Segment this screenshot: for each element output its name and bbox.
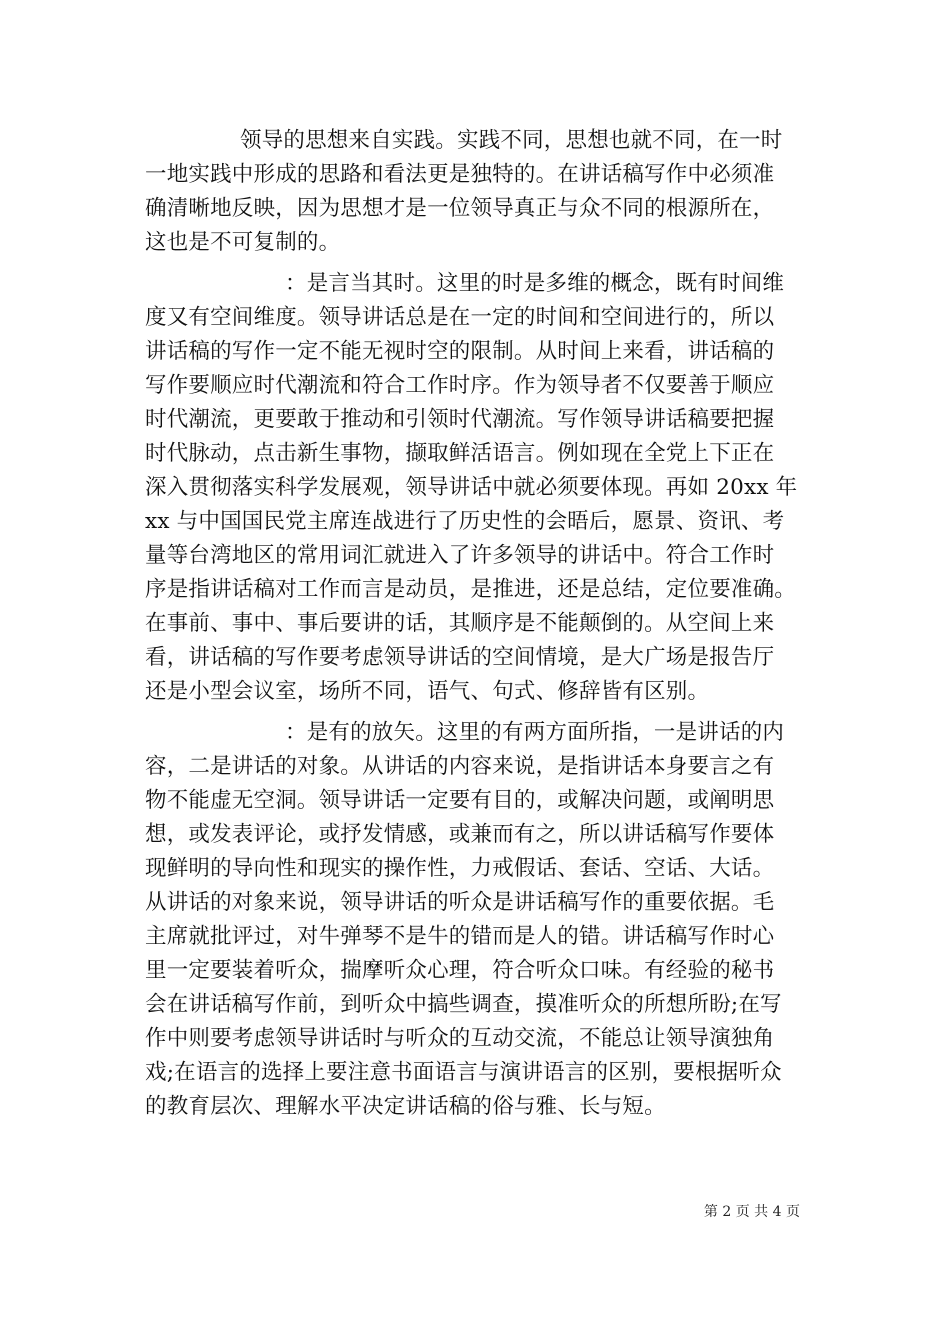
paragraph-3-line-9: 会在讲话稿写作前，到听众中搞些调查，摸准听众的所想所盼;在写	[145, 992, 782, 1017]
paragraph-2-line-5: 时代潮流，更要敢于推动和引领时代潮流。写作领导讲话稿要把握	[145, 407, 775, 432]
page-number-footer: 第 2 页 共 4 页	[703, 1204, 800, 1220]
paragraph-2-line-3: 讲话稿的写作一定不能无视时空的限制。从时间上来看，讲话稿的	[145, 339, 775, 364]
paragraph-1-line-3: 确清晰地反映，因为思想才是一位领导真正与众不同的根源所在，	[145, 196, 775, 221]
paragraph-2-line-6: 时代脉动，点击新生事物，撷取鲜活语言。例如现在全党上下正在	[145, 441, 775, 466]
paragraph-2-line-9: 量等台湾地区的常用词汇就进入了许多领导的讲话中。符合工作时	[145, 543, 775, 568]
paragraph-3-line-11: 戏;在语言的选择上要注意书面语言与演讲语言的区别，要根据听众	[145, 1060, 782, 1085]
paragraph-1-line-2: 一地实践中形成的思路和看法更是独特的。在讲话稿写作中必须准	[145, 162, 775, 187]
paragraph-2-line-11: 在事前、事中、事后要讲的话，其顺序是不能颠倒的。从空间上来	[145, 611, 775, 636]
paragraph-1-line-4: 这也是不可复制的。	[145, 230, 341, 255]
paragraph-2-line-7: 深入贯彻落实科学发展观，领导讲话中就必须要体现。再如 20xx 年	[145, 475, 798, 500]
paragraph-3-line-2: 容，二是讲话的对象。从讲话的内容来说，是指讲话本身要言之有	[145, 754, 775, 779]
paragraph-1-line-1: 领导的思想来自实践。实践不同，思想也就不同，在一时	[240, 128, 783, 153]
paragraph-3-line-3: 物不能虚无空洞。领导讲话一定要有目的，或解决问题，或阐明思	[145, 788, 775, 813]
paragraph-2-line-12: 看，讲话稿的写作要考虑领导讲话的空间情境，是大广场是报告厅	[145, 645, 775, 670]
paragraph-3-line-12: 的教育层次、理解水平决定讲话稿的俗与雅、长与短。	[145, 1094, 666, 1119]
paragraph-2-line-8: xx 与中国国民党主席连战进行了历史性的会晤后，愿景、资讯、考	[145, 509, 785, 534]
paragraph-3-line-10: 作中则要考虑领导讲话时与听众的互动交流，不能总让领导演独角	[145, 1026, 775, 1051]
paragraph-2-line-13: 还是小型会议室，场所不同，语气、句式、修辞皆有区别。	[145, 679, 710, 704]
paragraph-3-line-7: 主席就批评过，对牛弹琴不是牛的错而是人的错。讲话稿写作时心	[145, 924, 775, 949]
paragraph-2-line-2: 度又有空间维度。领导讲话总是在一定的时间和空间进行的，所以	[145, 305, 775, 330]
paragraph-3-line-8: 里一定要装着听众，揣摩听众心理，符合听众口味。有经验的秘书	[145, 958, 775, 983]
paragraph-3-line-4: 想，或发表评论，或抒发情感，或兼而有之，所以讲话稿写作要体	[145, 822, 775, 847]
paragraph-2-line-10: 序是指讲话稿对工作而言是动员，是推进，还是总结，定位要准确。	[145, 577, 797, 602]
paragraph-3-line-1: ：是有的放矢。这里的有两方面所指，一是讲话的内	[285, 720, 785, 745]
paragraph-3-line-5: 现鲜明的导向性和现实的操作性，力戒假话、套话、空话、大话。	[145, 856, 775, 881]
paragraph-3-line-6: 从讲话的对象来说，领导讲话的听众是讲话稿写作的重要依据。毛	[145, 890, 775, 915]
paragraph-2-line-1: ：是言当其时。这里的时是多维的概念，既有时间维	[285, 271, 785, 296]
paragraph-2-line-4: 写作要顺应时代潮流和符合工作时序。作为领导者不仅要善于顺应	[145, 373, 775, 398]
